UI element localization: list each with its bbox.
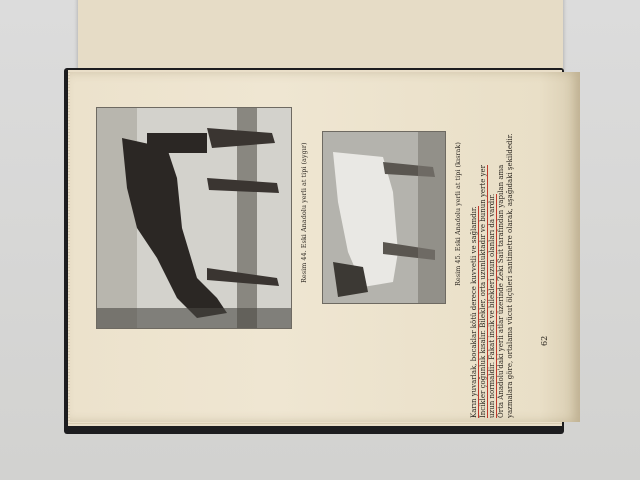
- body-text-line: Orta Anadolu'daki yerli atlar üzerinde Zeki Sait tarafından yapılan ama: [497, 164, 505, 418]
- body-text-line: yazmalara göre, ortalama vücut ölçüleri santimetre olarak, aşağıdaki şekildedir.: [506, 133, 514, 418]
- body-text-line: uzun normaldir. Fakat incik ve bilekleri uzun olanları da vardır.: [488, 193, 496, 418]
- body-text-line: Karın yuvarlak, bocaklar kötü derece kuvvetli ve sağlamdır.: [470, 206, 478, 418]
- stallion-photo-drawing: [97, 108, 291, 328]
- left-figure-caption: Resim 44. Eski Anadolu yerli at tipi (aygır): [300, 142, 308, 283]
- mare-photo: [322, 131, 446, 304]
- right-figure-caption: Resim 45. Eski Anadolu yerli at tipi (kısrak): [454, 142, 462, 286]
- mare-photo-drawing: [323, 132, 445, 303]
- stallion-photo: [96, 107, 292, 329]
- previous-page-edge: [78, 0, 563, 71]
- body-text-line: Incikler çoğunluk kısalır. Bilekler, orta uzunluktadır ve bunun yerte yer: [479, 164, 487, 418]
- page-number: 62: [540, 335, 549, 346]
